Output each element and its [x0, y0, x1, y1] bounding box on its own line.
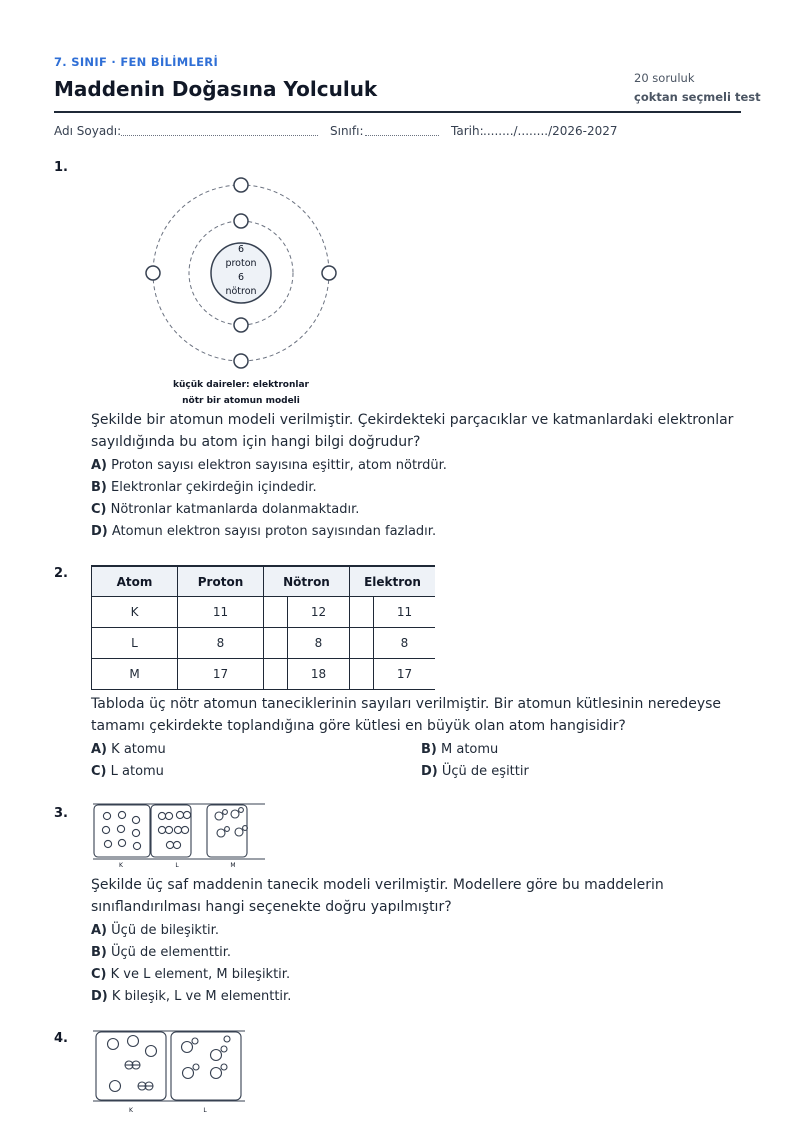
table-row [92, 597, 436, 628]
box-label: L [203, 1107, 207, 1114]
question-stem: Şekilde bir atomun modeli verilmiştir. Çekirdekteki parçacıklar ve katmanlardaki elektronlar sayıldığında bu atom için hangi bilgi doğrudur? [91, 412, 734, 450]
electron [234, 318, 248, 332]
box-label: K [119, 862, 123, 869]
particles-k [108, 1036, 157, 1092]
table-cell: 11 [178, 597, 264, 628]
nucleus-label: 6 [237, 244, 245, 255]
table-cell: K [92, 597, 178, 628]
date-value: ......../......../2026-2027 [483, 124, 618, 138]
figure-caption: küçük daireler: elektronlar [173, 380, 309, 390]
answer-option-b[interactable]: B) Üçü de elementtir. [91, 945, 232, 960]
particle-model-figure [91, 1028, 247, 1118]
table-cell: 17 [350, 659, 436, 690]
answer-option-d[interactable]: D) Atomun elektron sayısı proton sayısından fazladır. [91, 524, 437, 539]
answer-option-c[interactable]: C) K ve L element, M bileşiktir. [91, 967, 291, 982]
figure-caption: nötr bir atomun modeli [182, 396, 300, 406]
answer-option-c[interactable]: C) Nötronlar katmanlarda dolanmaktadır. [91, 502, 360, 517]
box-label: M [230, 862, 236, 869]
particle-model-figure [91, 802, 267, 870]
table-cell: L [92, 628, 178, 659]
date-label: Tarih: [451, 124, 484, 138]
particles-l [182, 1036, 231, 1079]
particles-l [158, 811, 190, 848]
table-cell: 11 [350, 597, 436, 628]
table-cell: 8 [350, 628, 436, 659]
nucleus-label: nötron [225, 286, 257, 297]
page-title: Maddenin Doğasına Yolculuk [54, 77, 378, 101]
table-cell: 8 [264, 628, 350, 659]
answer-option-a[interactable]: A) Üçü de bileşiktir. [91, 923, 219, 938]
grade-subject: 7. SINIF · FEN BİLİMLERİ [54, 55, 219, 69]
table-cell: M [92, 659, 178, 690]
atom-model-figure [140, 172, 340, 408]
class-field[interactable] [365, 135, 439, 136]
table-cell: 12 [264, 597, 350, 628]
question-count: 20 soruluk [634, 71, 695, 85]
box-k [96, 1032, 166, 1100]
question-number: 1. [54, 160, 68, 175]
test-type: çoktan seçmeli test [634, 90, 761, 104]
answer-option-b[interactable]: B) Elektronlar çekirdeğin içindedir. [91, 480, 317, 495]
table-header: Atom [92, 566, 178, 597]
table-cell: 8 [178, 628, 264, 659]
question-stem: Tabloda üç nötr atomun taneciklerinin sayıları verilmiştir. Bir atomun kütlesinin neredeyse tamamı çekirdekte toplandığına göre kütlesi en büyük olan atom hangisidir? [91, 696, 722, 734]
table-header: Elektron [350, 566, 436, 597]
nucleus-label: 6 [237, 272, 245, 283]
box-label: K [129, 1107, 133, 1114]
class-label: Sınıfı: [330, 124, 364, 138]
table-row [92, 659, 436, 690]
answer-option-c[interactable]: C) L atomu [91, 764, 164, 779]
name-field[interactable] [121, 135, 318, 136]
table-row [92, 628, 436, 659]
electron [234, 178, 248, 192]
header-divider [54, 111, 741, 113]
table-cell: 18 [264, 659, 350, 690]
answer-option-a[interactable]: A) Proton sayısı elektron sayısına eşittir, atom nötrdür. [91, 458, 447, 473]
atom-data-table [91, 565, 435, 690]
answer-option-d[interactable]: D) K bileşik, L ve M elementtir. [91, 989, 292, 1004]
box-l [171, 1032, 241, 1100]
answer-option-a[interactable]: A) K atomu [91, 742, 166, 757]
particles-k [102, 811, 140, 849]
electron [322, 266, 336, 280]
question-number: 4. [54, 1031, 68, 1046]
name-label: Adı Soyadı: [54, 124, 122, 138]
question-number: 2. [54, 566, 68, 581]
question-number: 3. [54, 806, 68, 821]
electron [234, 354, 248, 368]
electron [234, 214, 248, 228]
table-cell: 17 [178, 659, 264, 690]
box-label: L [175, 862, 179, 869]
answer-option-d[interactable]: D) Üçü de eşittir [421, 764, 529, 779]
table-header: Nötron [264, 566, 350, 597]
answer-option-b[interactable]: B) M atomu [421, 742, 499, 757]
question-stem: Şekilde üç saf maddenin tanecik modeli verilmiştir. Modellere göre bu maddelerin sınıflandırılması hangi seçenekte doğru yapılmıştır? [91, 877, 664, 915]
particles-m [215, 808, 247, 837]
electron [146, 266, 160, 280]
nucleus-label: proton [225, 258, 257, 269]
table-header: Proton [178, 566, 264, 597]
